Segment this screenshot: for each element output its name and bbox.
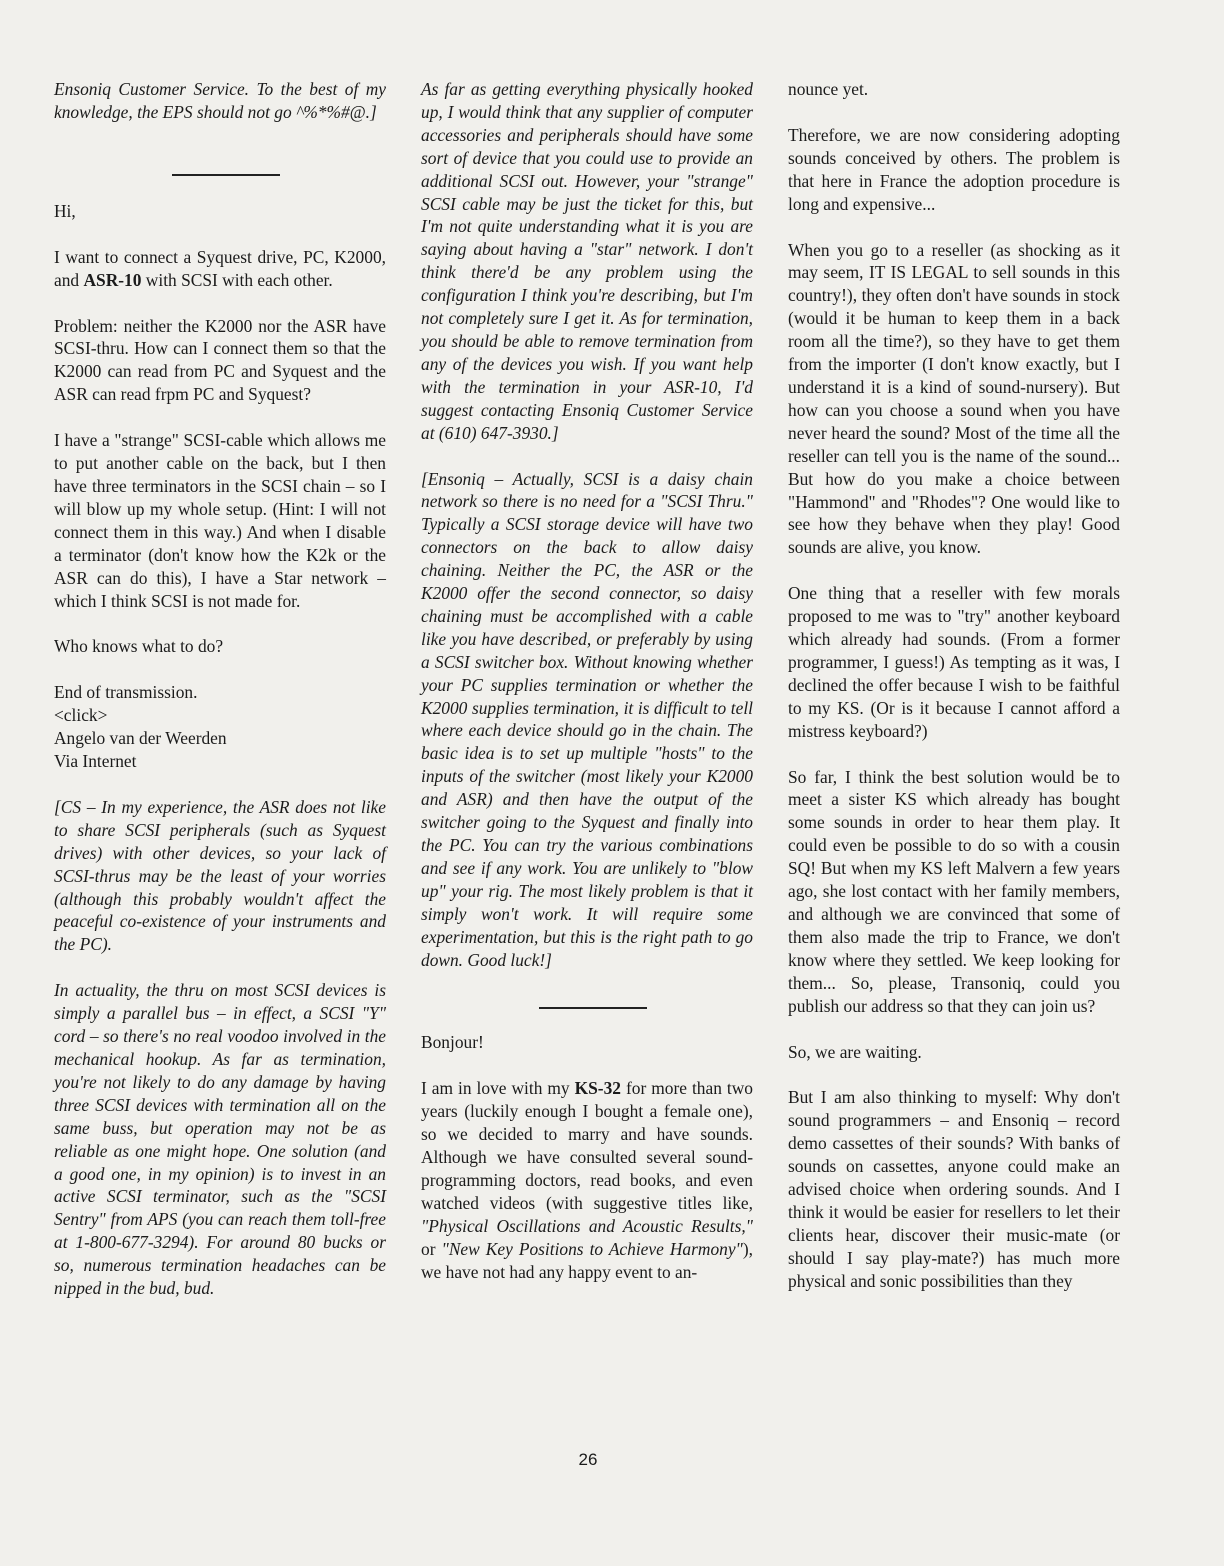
editor-reply: In actuality, the thru on most SCSI devices is simply a parallel bus – in effect, a SCSI "Y" cord – so there's no real voodoo involved in the mechanical hookup. As far as termination, you're not likely to do any damage by having three SCSI devices with termination all on the same buss, but operation may not be as reliable as one might hope. One solution (and a good one, in my opinion) is to invest in an active SCSI terminator, such as the "SCSI Sentry" from APS (you can reach them toll-free at 1-800-677-3294). For around 80 bucks or so, numerous termination headaches can be nipped in the bud, bud.: [54, 980, 386, 1299]
page-number: 26: [578, 1450, 598, 1469]
signature-source: Via Internet: [54, 751, 137, 772]
letter-paragraph: Problem: neither the K2000 nor the ASR have SCSI-thru. How can I connect them so that the K2000 can read from PC and Syquest and the ASR can read frpm PC and Syquest?: [54, 315, 386, 405]
signature-line: <click>: [54, 705, 108, 726]
letter-paragraph: When you go to a reseller (as shocking as it may seem, IT IS LEGAL to sell sounds in this country!), they often don't have sounds in stock (would it be human to keep them in a back room all the time?), so they have to get them from the importer (I don't know exactly, but I understand it is a kind of sound-nursery). But how can you choose a sound when you have never heard the sound? Most of the time all the reseller can tell you is the name of the sound... But how do you make a choice between "Hammond" and "Rhodes"? One would like to see how they behave when they play! Good sounds are alive, you know.: [788, 239, 1120, 558]
signature-line: End of transmission.: [54, 682, 198, 703]
letter-greeting: Hi,: [54, 200, 76, 221]
letter-paragraph: But I am also thinking to myself: Why don't sound programmers – and Ensoniq – record demo cassettes of their sounds? With banks of sounds on cassettes, anyone could make an advised choice when ordering sounds. And I think it would be easier for resellers to let their clients hear, discover their music-mate (or should I say play-mate?) has much more physical and sonic possibilities than they: [788, 1087, 1120, 1291]
section-divider: [539, 1007, 647, 1009]
ensoniq-reply: [Ensoniq – Actually, SCSI is a daisy chain network so there is no need for a "SCSI Thru." Typically a SCSI storage device will have two connectors on the back to allow daisy chaining. Neither the PC, the ASR or the K2000 offer the second connector, so daisy chaining must be accomplished with a cable like you have described, or preferably by using a SCSI switcher box. Without knowing whether your PC supplies termination or whether the K2000 supplies termination, it is difficult to tell where each device should go in the chain. The basic idea is to set up multiple "hosts" to the inputs of the switcher (most likely your K2000 and ASR) and then have the output of the switcher going to the Syquest and finally into the PC. You can try the various combinations and see if any work. You are unlikely to "blow up" your rig. The most likely problem is that it simply won't work. It will require some experimentation, but this is the right path to go down. Good luck!]: [421, 468, 753, 970]
product-name: ASR-10: [83, 269, 142, 290]
letter-paragraph: So, we are waiting.: [788, 1041, 922, 1062]
letter-paragraph: I am in love with my KS-32 for more than two years (luckily enough I bought a female one), so we decided to marry and have sounds. Although we have consulted several sound-programming doctors, read books, and even watched videos (with suggestive titles like, "Physical Oscillations and Acoustic Results," or "New Key Positions to Achieve Harmony"), we have not had any happy event to an-: [421, 1078, 753, 1282]
product-name: KS-32: [574, 1078, 621, 1099]
letter-paragraph: So far, I think the best solution would be to meet a sister KS which already has bought some sounds in order to hear them play. It could even be possible to do so with a cousin SQ! But when my KS left Malvern a few years ago, she lost contact with her family members, and although we are convinced that some of them also made the trip to France, we don't know where they settled. We keep looking for them... So, please, Transoniq, could you publish our address so that they can join us?: [788, 766, 1120, 1016]
column-1: [54, 78, 386, 1323]
letter-paragraph: Who knows what to do?: [54, 636, 224, 657]
continued-reply-end: Ensoniq Customer Service. To the best of my knowledge, the EPS should not go ^%*%#@.]: [54, 79, 386, 122]
editor-reply: [CS – In my experience, the ASR does not like to share SCSI peripherals (such as Syquest drives) with other devices, so your lack of SCSI-thrus may be the least of your worries (although this probably wouldn't affect the peaceful co-existence of your instruments and the PC).: [54, 796, 386, 955]
letter-paragraph: I have a "strange" SCSI-cable which allows me to put another cable on the back, but I then have three terminators in the SCSI chain – so I will blow up my whole setup. (Hint: I will not connect them in this way.) And when I disable a terminator (don't know how the K2k or the ASR can do this), I have a Star network – which I think SCSI is not made for.: [54, 430, 386, 611]
editor-reply: As far as getting everything physically hooked up, I would think that any supplier of computer accessories and peripherals should have some sort of device that you could use to provide an additional SCSI out. However, your "strange" SCSI cable may be just the ticket for this, but I'm not quite understanding what it is you are saying about having a "star" network. I don't think there'd be any problem using the configuration I think you're describing, but I'm not completely sure I get it. As for termination, you should be able to remove termination from any of the devices you wish. If you want help with the termination in your ASR-10, I'd suggest contacting Ensoniq Customer Service at (610) 647-3930.]: [421, 79, 753, 443]
letter-paragraph: I want to connect a Syquest drive, PC, K2000, and ASR-10 with SCSI with each other.: [54, 246, 386, 290]
letter-greeting: Bonjour!: [421, 1032, 484, 1053]
section-divider: [172, 174, 280, 176]
letter-paragraph: One thing that a reseller with few morals proposed to me was to "try" another keyboard which already had sounds. (From a former programmer, I guess!) As tempting as it was, I declined the offer because I wish to be faithful to my KS. (Or is it because I cannot afford a mistress keyboard?): [788, 583, 1120, 741]
letter-signature: [54, 681, 386, 773]
column-2: [421, 78, 753, 1307]
column-3: [788, 78, 1120, 1316]
signature-author: Angelo van der Weerden: [54, 728, 227, 749]
letter-paragraph: nounce yet.: [788, 79, 869, 99]
letter-paragraph: Therefore, we are now considering adopting sounds conceived by others. The problem is that here in France the adoption procedure is long and expensive...: [788, 124, 1120, 214]
